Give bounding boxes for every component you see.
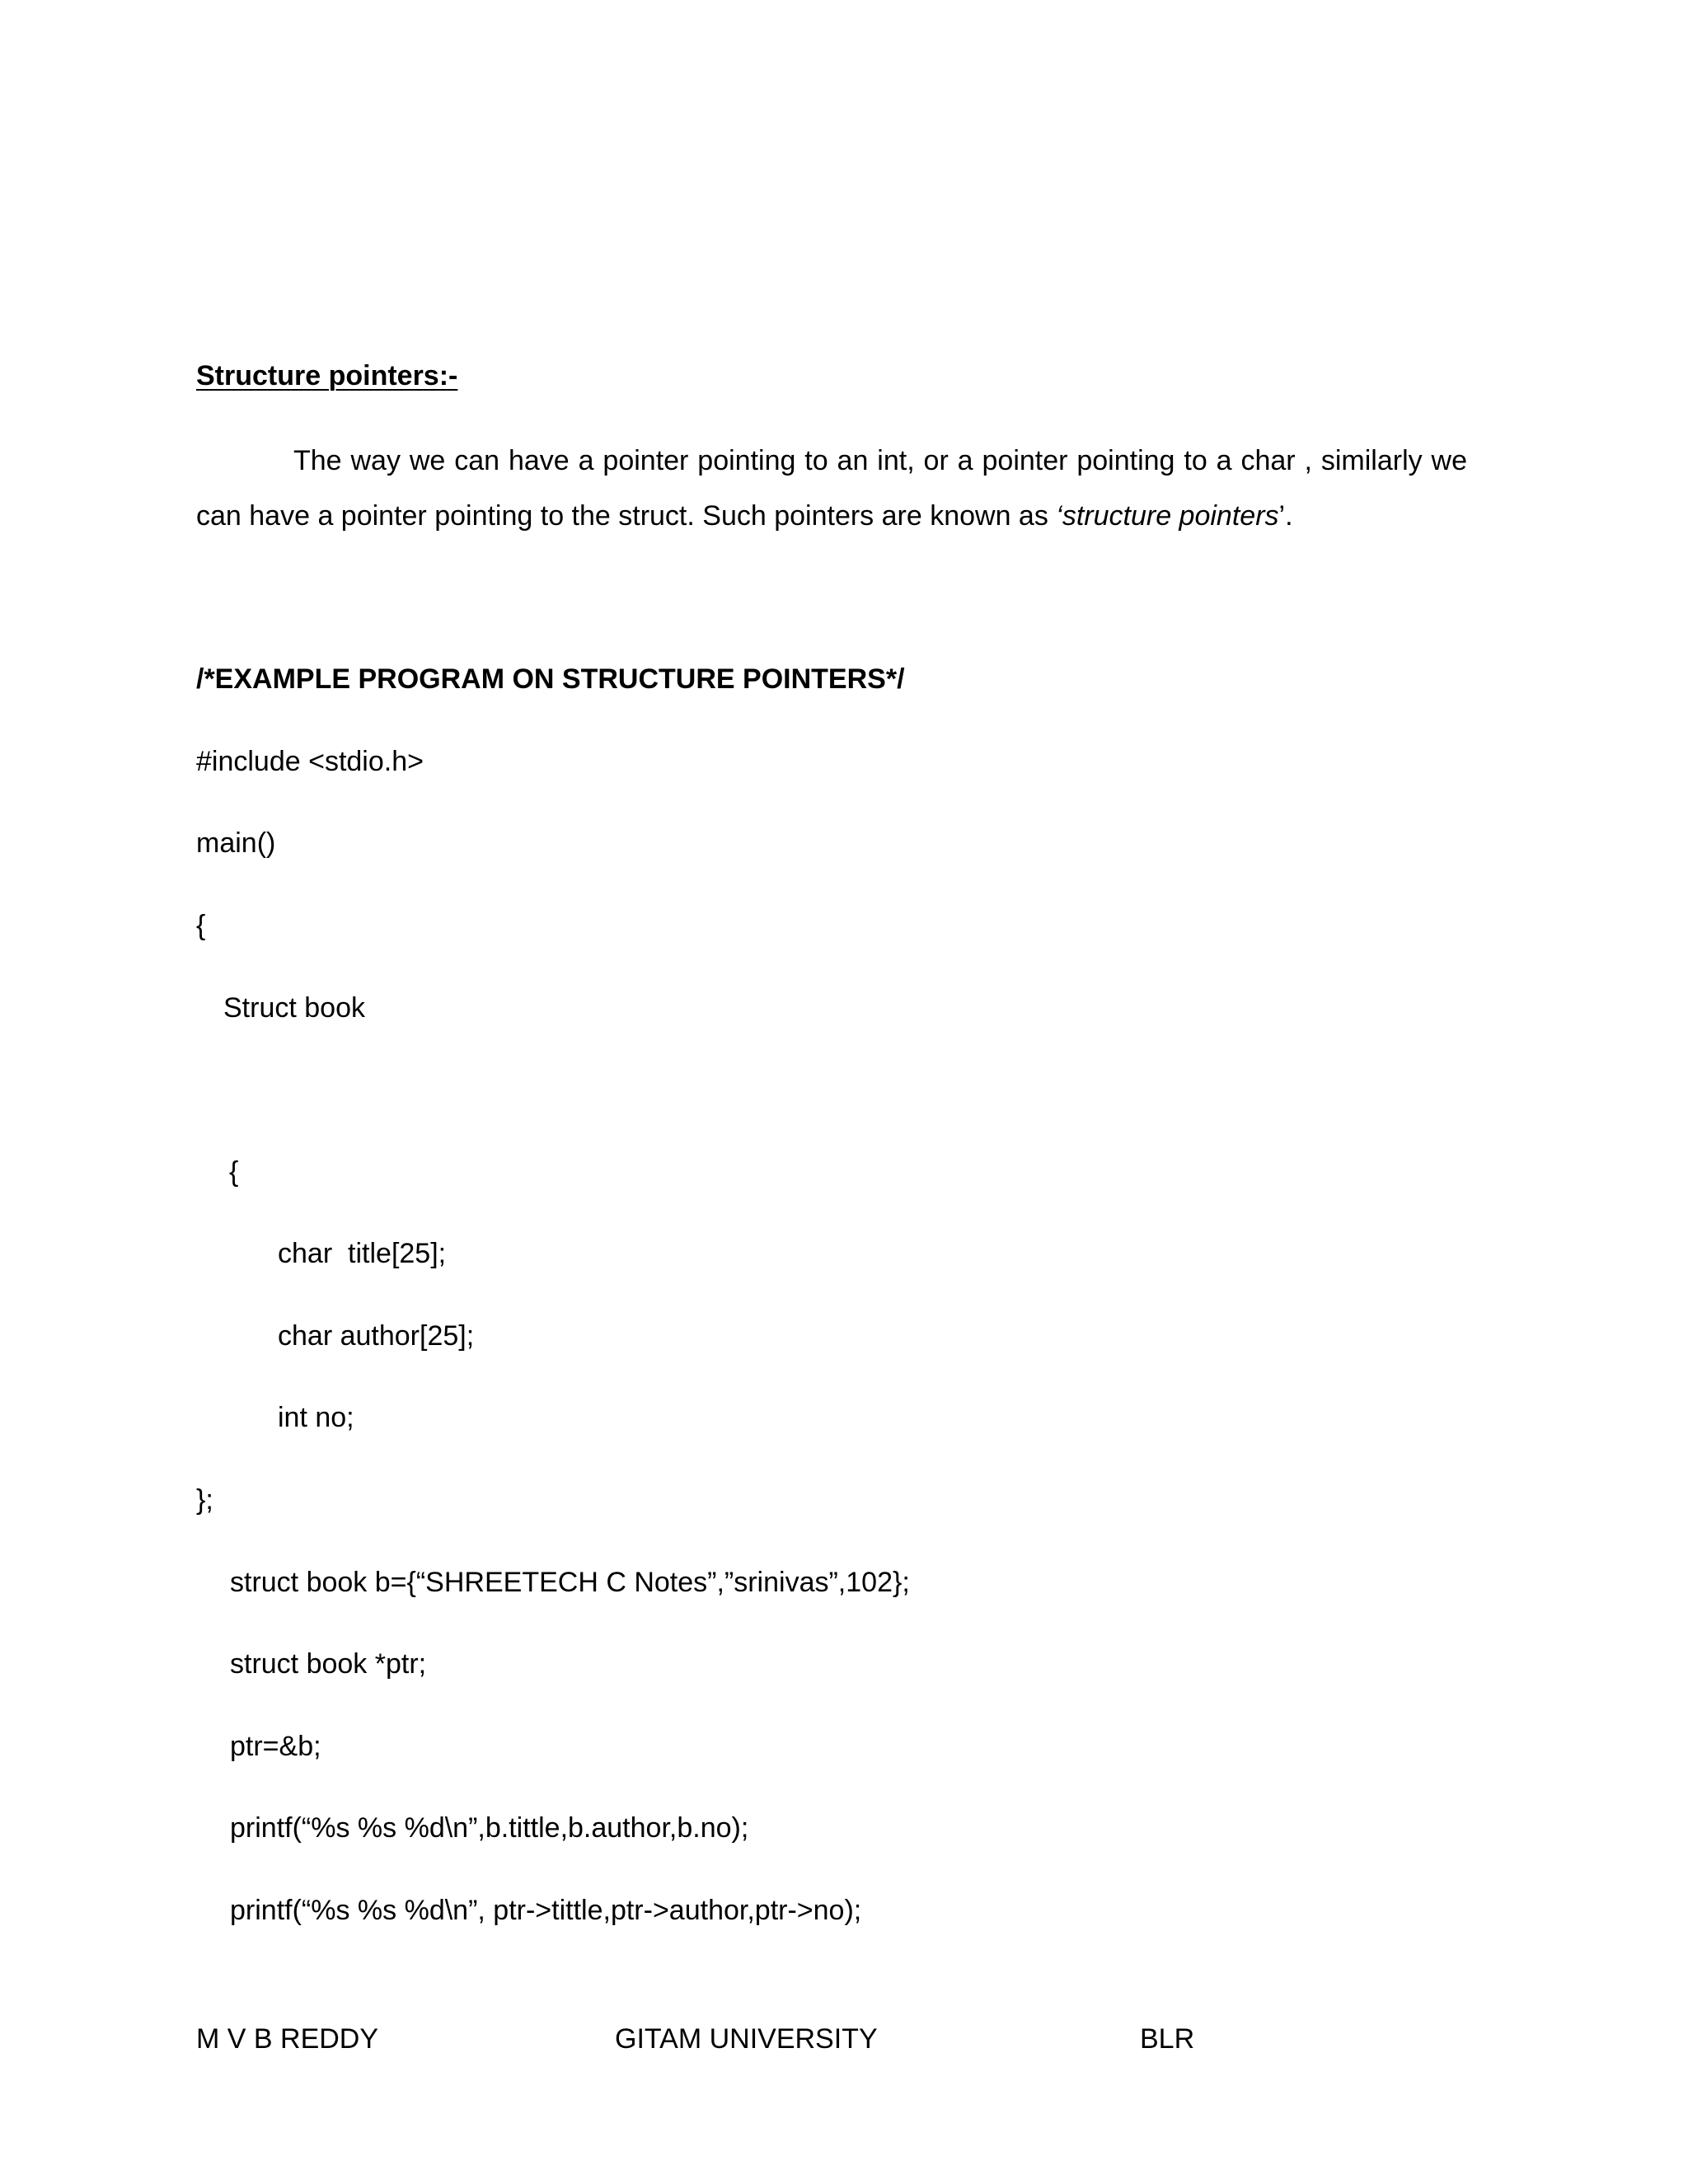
code-open-struct: { xyxy=(229,1156,239,1188)
footer-left: M V B REDDY xyxy=(196,2023,379,2055)
code-include: #include <stdio.h> xyxy=(196,746,424,777)
section-heading: Structure pointers:- xyxy=(196,360,458,391)
intro-term-italic: ‘structure pointers xyxy=(1056,500,1279,532)
code-field-author: char author[25]; xyxy=(278,1320,475,1352)
intro-line-2-end: ’. xyxy=(1278,500,1293,532)
intro-paragraph xyxy=(196,434,1467,544)
code-main: main() xyxy=(196,827,276,859)
code-field-title: char title[25]; xyxy=(278,1238,447,1269)
code-printf-1: printf(“%s %s %d\n”,b.tittle,b.author,b.no); xyxy=(230,1812,749,1844)
code-init: struct book b={“SHREETECH C Notes”,”srinivas”,102}; xyxy=(230,1567,910,1598)
code-ptr-decl: struct book *ptr; xyxy=(230,1648,427,1680)
intro-line-2-text: can have a pointer pointing to the struct. Such pointers are known as xyxy=(196,500,1057,532)
code-printf-2: printf(“%s %s %d\n”, ptr->tittle,ptr->author,ptr->no); xyxy=(230,1895,862,1926)
intro-line-2 xyxy=(196,489,1467,544)
example-title: /*EXAMPLE PROGRAM ON STRUCTURE POINTERS*/ xyxy=(196,663,905,695)
footer-center: GITAM UNIVERSITY xyxy=(615,2023,878,2055)
code-open-main: { xyxy=(196,910,206,941)
intro-line-1: The way we can have a pointer pointing to an int, or a pointer pointing to a char , similarly we xyxy=(293,445,1467,476)
code-field-no: int no; xyxy=(278,1402,354,1433)
code-ptr-assign: ptr=&b; xyxy=(230,1731,321,1762)
footer-right: BLR xyxy=(1140,2023,1195,2055)
code-close-struct: }; xyxy=(196,1484,213,1516)
code-struct-decl: Struct book xyxy=(223,992,365,1024)
